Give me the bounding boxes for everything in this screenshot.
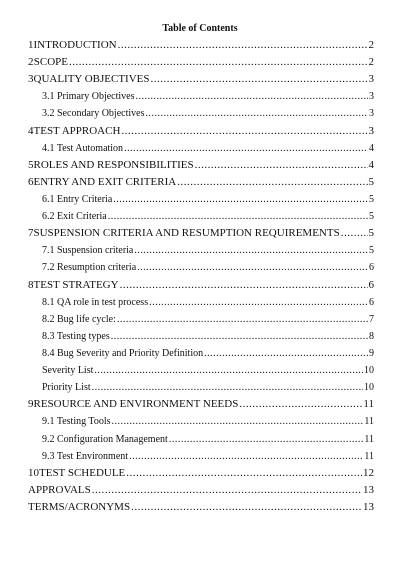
toc-page-number[interactable]: 10 [364, 382, 374, 394]
toc-entry-title[interactable]: 6.1 Entry Criteria [42, 193, 113, 205]
toc-page-number[interactable]: 5 [369, 245, 374, 257]
toc-entry[interactable] [28, 277, 374, 294]
toc-page-number[interactable]: 3 [368, 124, 374, 137]
toc-page-number[interactable]: 12 [363, 466, 374, 479]
toc-entry-title[interactable]: 7.1 Suspension criteria [42, 245, 134, 257]
toc-dot-leader [134, 242, 368, 259]
toc-entry-title[interactable]: 6.2 Exit Criteria [42, 211, 107, 223]
toc-dot-leader [169, 431, 364, 448]
toc-entry[interactable] [28, 431, 374, 448]
toc-entry-number: 5 [28, 158, 34, 171]
toc-page-number[interactable]: 6 [369, 296, 374, 308]
toc-page-number[interactable]: 11 [364, 433, 374, 445]
toc-entry-title[interactable]: INTRODUCTION [33, 38, 117, 51]
toc-page-number[interactable]: 8 [369, 330, 374, 342]
toc-entry[interactable] [28, 242, 374, 259]
toc-page-number[interactable]: 9 [369, 347, 374, 359]
toc-entry[interactable] [28, 294, 374, 311]
toc-entry-title[interactable]: TERMS/ACRONYMS [28, 500, 131, 513]
toc-entry[interactable] [28, 448, 374, 465]
toc-dot-leader [135, 88, 368, 105]
toc-dot-leader [121, 123, 367, 140]
toc-dot-leader [113, 191, 368, 208]
toc-page-number[interactable]: 4 [369, 142, 374, 154]
toc-entry-title[interactable]: 4.1 Test Automation [42, 142, 124, 154]
toc-dot-leader [131, 499, 362, 516]
toc-title: Table of Contents [162, 23, 238, 34]
toc-entry[interactable] [28, 37, 374, 54]
toc-page-number[interactable]: 11 [364, 416, 374, 428]
toc-dot-leader [145, 105, 368, 122]
toc-entry-number: 6 [28, 175, 34, 188]
toc-dot-leader [126, 465, 362, 482]
toc-entry[interactable] [28, 140, 374, 157]
toc-page-number[interactable]: 3 [368, 73, 374, 86]
toc-dot-leader [124, 140, 368, 157]
toc-entry-title[interactable]: Severity List [42, 365, 94, 377]
toc-page-number[interactable]: 13 [363, 483, 374, 496]
toc-dot-leader [94, 362, 363, 379]
toc-page-number[interactable]: 5 [368, 227, 374, 240]
toc-entry-title[interactable]: 7.2 Resumption criteria [42, 262, 137, 274]
toc-page-number[interactable]: 5 [368, 175, 374, 188]
toc-entry-title[interactable]: RESOURCE AND ENVIRONMENT NEEDS [33, 398, 239, 411]
toc-entry-number: 4 [28, 124, 34, 137]
toc-entry[interactable] [28, 328, 374, 345]
toc-dot-leader [204, 345, 368, 362]
toc-entry[interactable] [28, 157, 374, 174]
toc-entry-title[interactable]: 9.3 Test Environment [42, 450, 129, 462]
toc-page-number[interactable]: 5 [369, 211, 374, 223]
toc-entry[interactable] [28, 71, 374, 88]
toc-entry[interactable] [28, 482, 374, 499]
toc-entry-title[interactable]: Priority List [42, 382, 91, 394]
toc-entry[interactable] [28, 465, 374, 482]
toc-dot-leader [118, 37, 368, 54]
toc-entry-title[interactable]: 8.2 Bug life cycle: [42, 313, 116, 325]
toc-dot-leader [108, 208, 368, 225]
toc-entry[interactable] [28, 225, 374, 242]
toc-dot-leader [239, 396, 362, 413]
toc-entry[interactable] [28, 259, 374, 276]
toc-entry-title[interactable]: 9.2 Configuration Management [42, 433, 168, 445]
toc-entry-title[interactable]: SUSPENSION CRITERIA AND RESUMPTION REQUIREMENTS [33, 227, 340, 240]
table-of-contents [28, 37, 374, 516]
toc-entry[interactable] [28, 88, 374, 105]
toc-entry[interactable] [28, 311, 374, 328]
toc-dot-leader [111, 328, 368, 345]
toc-entry-title[interactable]: TEST APPROACH [33, 124, 121, 137]
toc-page-number[interactable]: 2 [368, 38, 374, 51]
toc-entry-title[interactable]: TEST STRATEGY [33, 278, 119, 291]
toc-entry[interactable] [28, 413, 374, 430]
toc-entry-title[interactable]: 8.4 Bug Severity and Priority Definition [42, 347, 204, 359]
toc-entry-title[interactable]: TEST SCHEDULE [39, 466, 126, 479]
toc-page-number[interactable]: 6 [368, 278, 374, 291]
toc-page-number[interactable]: 13 [363, 500, 374, 513]
toc-dot-leader [112, 413, 364, 430]
toc-entry-title[interactable]: 8.1 QA role in test process [42, 296, 149, 308]
toc-page-number[interactable]: 4 [368, 158, 374, 171]
toc-dot-leader [195, 157, 368, 174]
toc-entry-number: 8 [28, 278, 34, 291]
toc-entry-title[interactable]: 9.1 Testing Tools [42, 416, 111, 428]
toc-entry[interactable] [28, 123, 374, 140]
toc-page-number[interactable]: 11 [364, 450, 374, 462]
toc-entry[interactable] [28, 345, 374, 362]
toc-entry[interactable] [28, 54, 374, 71]
toc-dot-leader [129, 448, 363, 465]
toc-entry-number: 9 [28, 398, 34, 411]
toc-dot-leader [117, 311, 368, 328]
toc-entry-title[interactable]: SCOPE [33, 56, 68, 69]
toc-entry-title[interactable]: 8.3 Testing types [42, 330, 110, 342]
toc-dot-leader [137, 259, 368, 276]
toc-entry-number: 1 [28, 38, 34, 51]
toc-dot-leader [69, 54, 368, 71]
toc-entry-title[interactable]: ENTRY AND EXIT CRITERIA [33, 175, 177, 188]
toc-entry-number: 7 [28, 227, 34, 240]
toc-entry[interactable] [28, 379, 374, 396]
toc-page-number[interactable]: 7 [369, 313, 374, 325]
toc-dot-leader [149, 294, 368, 311]
toc-entry[interactable] [28, 396, 374, 413]
toc-page-number[interactable]: 11 [363, 398, 374, 411]
toc-page-number[interactable]: 2 [368, 56, 374, 69]
toc-entry[interactable] [28, 191, 374, 208]
toc-entry[interactable] [28, 499, 374, 516]
toc-entry-title[interactable]: 3.2 Secondary Objectives [42, 108, 145, 120]
toc-entry-title[interactable]: QUALITY OBJECTIVES [33, 73, 150, 86]
toc-page-number[interactable]: 10 [364, 365, 374, 377]
toc-entry-title[interactable]: 3.1 Primary Objectives [42, 91, 135, 103]
toc-page-number[interactable]: 3 [369, 108, 374, 120]
toc-entry-title[interactable]: APPROVALS [28, 483, 91, 496]
toc-entry[interactable] [28, 208, 374, 225]
toc-dot-leader [92, 482, 362, 499]
toc-dot-leader [92, 379, 363, 396]
toc-dot-leader [177, 174, 367, 191]
toc-entry-number: 2 [28, 56, 34, 69]
toc-entry[interactable] [28, 105, 374, 122]
toc-page-number[interactable]: 3 [369, 91, 374, 103]
toc-entry[interactable] [28, 174, 374, 191]
toc-entry[interactable] [28, 362, 374, 379]
toc-page-number[interactable]: 5 [369, 193, 374, 205]
toc-entry-number: 10 [28, 466, 39, 479]
toc-entry-title[interactable]: ROLES AND RESPONSIBILITIES [33, 158, 194, 171]
toc-dot-leader [341, 225, 368, 242]
toc-page-number[interactable]: 6 [369, 262, 374, 274]
toc-dot-leader [151, 71, 368, 88]
toc-entry-number: 3 [28, 73, 34, 86]
toc-dot-leader [120, 277, 368, 294]
